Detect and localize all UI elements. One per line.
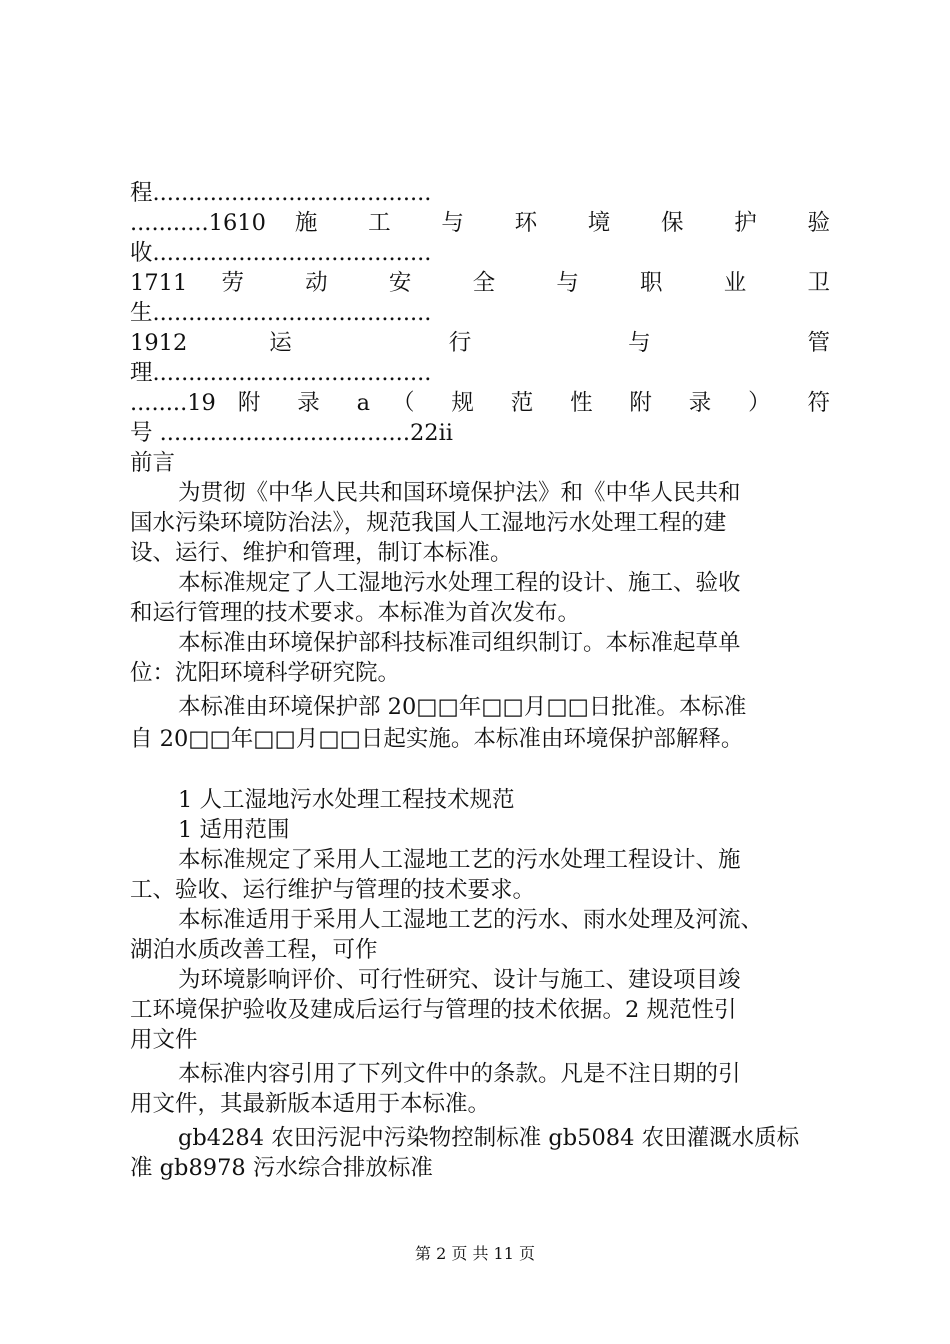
paragraph-line: 本标准适用于采用人工湿地工艺的污水、雨水处理及河流、	[178, 907, 764, 933]
toc-line: 1912 运 行 与 管	[130, 330, 830, 356]
paragraph-line: 本标准由环境保护部 20□□年□□月□□日批准。本标准	[178, 694, 747, 720]
paragraph-line: 准 gb8978 污水综合排放标准	[130, 1155, 433, 1181]
paragraph-line: 自 20□□年□□月□□日起实施。本标准由环境保护部解释。	[130, 726, 744, 752]
toc-line: ........19 附 录 a （ 规 范 性 附 录 ） 符	[130, 390, 830, 416]
toc-line: 程.......................................	[130, 180, 432, 206]
paragraph-line: 和运行管理的技术要求。本标准为首次发布。	[130, 600, 581, 626]
toc-line: 号 ...................................22ii	[130, 420, 453, 446]
subsection-heading: 1 适用范围	[178, 817, 290, 843]
paragraph-line: 国水污染环境防治法》，规范我国人工湿地污水处理工程的建	[130, 510, 727, 536]
paragraph-line: 湖泊水质改善工程，可作	[130, 937, 378, 963]
paragraph-line: 本标准由环境保护部科技标准司组织制订。本标准起草单	[178, 630, 741, 656]
page-footer: 第 2 页 共 11 页	[415, 1244, 535, 1263]
paragraph-line: 工、验收、运行维护与管理的技术要求。	[130, 877, 536, 903]
toc-line: 1711 劳 动 安 全 与 职 业 卫	[130, 270, 830, 296]
paragraph-line: 本标准规定了采用人工湿地工艺的污水处理工程设计、施	[178, 847, 741, 873]
paragraph-line: 为贯彻《中华人民共和国环境保护法》和《中华人民共和	[178, 480, 741, 506]
paragraph-line: 用文件，其最新版本适用于本标准。	[130, 1091, 491, 1117]
paragraph-line: 工环境保护验收及建成后运行与管理的技术依据。2 规范性引	[130, 997, 737, 1023]
paragraph-line: 本标准规定了人工湿地污水处理工程的设计、施工、验收	[178, 570, 741, 596]
paragraph-line: 设、运行、维护和管理，制订本标准。	[130, 540, 513, 566]
paragraph-line: 为环境影响评价、可行性研究、设计与施工、建设项目竣	[178, 967, 741, 993]
toc-line: ...........1610 施 工 与 环 境 保 护 验	[130, 210, 830, 236]
preface-title: 前言	[130, 450, 176, 476]
paragraph-line: 用文件	[130, 1027, 198, 1053]
toc-line: 理.......................................	[130, 360, 432, 386]
toc-line: 收.......................................	[130, 240, 432, 266]
paragraph-line: gb4284 农田污泥中污染物控制标准 gb5084 农田灌溉水质标	[178, 1125, 800, 1151]
section-heading: 1 人工湿地污水处理工程技术规范	[178, 787, 515, 813]
paragraph-line: 本标准内容引用了下列文件中的条款。凡是不注日期的引	[178, 1061, 741, 1087]
paragraph-line: 位：沈阳环境科学研究院。	[130, 660, 401, 686]
toc-line: 生.......................................	[130, 300, 432, 326]
